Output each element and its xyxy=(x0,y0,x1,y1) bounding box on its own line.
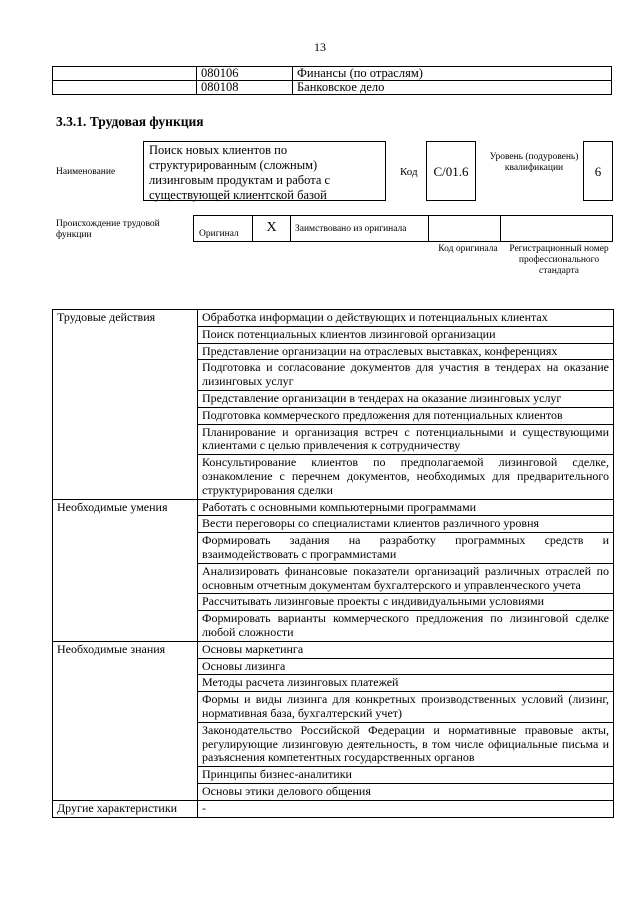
list-item: Работать с основными компьютерными программами xyxy=(198,499,614,516)
category-required-skills: Необходимые умения xyxy=(53,499,198,641)
list-item: Формировать задания на разработку программных средств и взаимодействовать с программистами xyxy=(198,533,614,564)
borrowed-label: Заимствовано из оригинала xyxy=(295,224,407,234)
list-item: Обработка информации о действующих и потенциальных клиентах xyxy=(198,310,614,327)
list-item: Рассчитывать лизинговые проекты с индивидуальными условиями xyxy=(198,594,614,611)
list-item: Формировать варианты коммерческого предложения по лизинговой сделке любой сложности xyxy=(198,611,614,642)
education-code: 080106 xyxy=(197,67,293,81)
qualification-level-label: Уровень (подуровень) квалификации xyxy=(489,152,579,173)
section-title: 3.3.1. Трудовая функция xyxy=(56,114,204,129)
function-code-value: C/01.6 xyxy=(426,141,476,201)
table-row xyxy=(53,67,612,81)
table-row xyxy=(53,81,612,95)
list-item: Законодательство Российской Федерации и нормативные правовые акты, регулирующие лизинговую деятельность, в том числе официальные письма и разъяснения компетентных государственных органов xyxy=(198,722,614,766)
function-name-value: Поиск новых клиентов по структурированным (сложным) лизинговым продуктам и работа с существующей клиентской базой xyxy=(143,141,386,201)
list-item: Представление организации на отраслевых выставках, конференциях xyxy=(198,343,614,360)
code-original-label: Код оригинала xyxy=(438,244,498,254)
original-label: Оригинал xyxy=(199,229,239,239)
function-details-table xyxy=(52,309,614,818)
education-codes-table xyxy=(52,66,612,95)
table-row xyxy=(53,310,614,327)
list-item: Планирование и организация встреч с потенциальными и существующими клиентами с целью привлечения к сотрудничеству xyxy=(198,424,614,455)
list-item: Формы и виды лизинга для конкретных производственных условий (лизинг, нормативная база, бухгалтерский учет) xyxy=(198,692,614,723)
table-row xyxy=(53,499,614,516)
list-item: Основы маркетинга xyxy=(198,641,614,658)
list-item: Подготовка и согласование документов для участия в тендерах на оказание лизинговых услуг xyxy=(198,360,614,391)
list-item: Принципы бизнес-аналитики xyxy=(198,767,614,784)
category-other: Другие характеристики xyxy=(53,800,198,817)
code-label: Код xyxy=(400,166,418,178)
list-item: - xyxy=(198,800,614,817)
category-labor-actions: Трудовые действия xyxy=(53,310,198,500)
name-label: Наименование xyxy=(56,167,116,177)
original-mark: X xyxy=(253,216,291,241)
category-required-knowledge: Необходимые знания xyxy=(53,641,198,800)
education-name: Банковское дело xyxy=(293,81,612,95)
list-item: Консультирование клиентов по предполагаемой лизинговой сделке, ознакомление с перечнем документов, необходимых для предварительного структурирования сделки xyxy=(198,455,614,499)
reg-number-label: Регистрационный номер профессионального стандарта xyxy=(509,244,609,276)
list-item: Представление организации в тендерах на оказание лизинговых услуг xyxy=(198,390,614,407)
origin-label: Происхождение трудовой функции xyxy=(56,219,160,240)
list-item: Основы этики делового общения xyxy=(198,783,614,800)
qualification-level-value: 6 xyxy=(583,141,613,201)
page-number: 13 xyxy=(314,40,326,54)
origin-row xyxy=(193,215,613,242)
list-item: Анализировать финансовые показатели организаций различных отраслей по основным отчетным документам бухгалтерского и управленческого учета xyxy=(198,563,614,594)
table-row xyxy=(53,641,614,658)
table-row xyxy=(53,800,614,817)
list-item: Поиск потенциальных клиентов лизинговой организации xyxy=(198,326,614,343)
list-item: Методы расчета лизинговых платежей xyxy=(198,675,614,692)
list-item: Вести переговоры со специалистами клиентов различного уровня xyxy=(198,516,614,533)
code-original-cell xyxy=(429,216,501,241)
list-item: Основы лизинга xyxy=(198,658,614,675)
education-name: Финансы (по отраслям) xyxy=(293,67,612,81)
list-item: Подготовка коммерческого предложения для потенциальных клиентов xyxy=(198,407,614,424)
reg-number-cell xyxy=(501,216,612,241)
education-code: 080108 xyxy=(197,81,293,95)
